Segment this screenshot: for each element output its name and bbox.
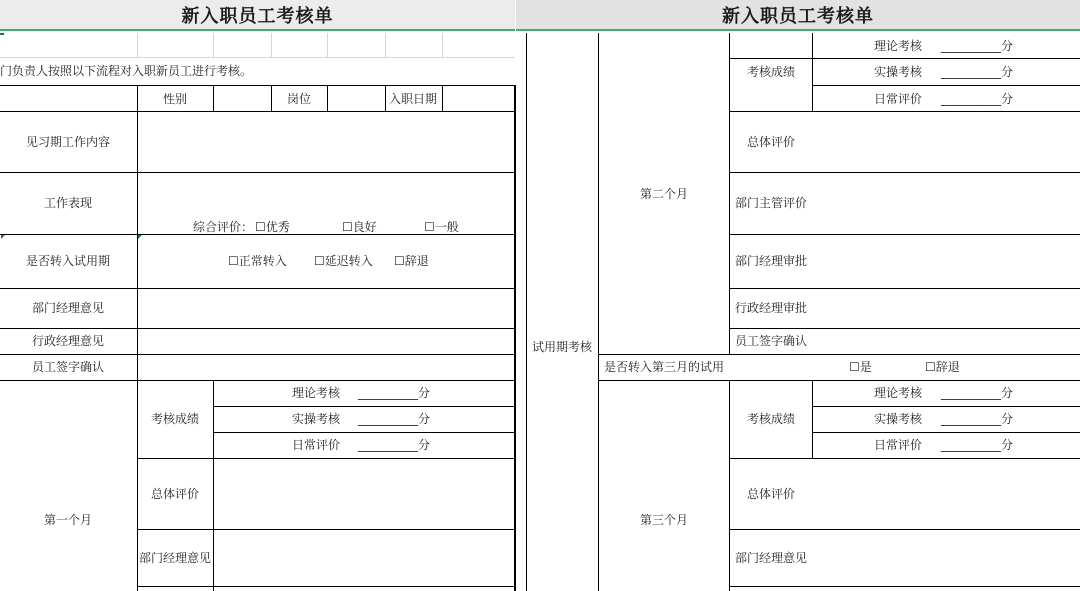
title-right-cell[interactable] [516, 0, 1080, 31]
table-border [598, 380, 1080, 381]
table-border [514, 85, 516, 591]
table-border [327, 85, 328, 111]
employee-signature-label-2: 员工签字确认 [734, 334, 808, 348]
third-month-question-label: 是否转入第三月的试用 [603, 360, 725, 374]
gridline [137, 33, 138, 57]
rating-average-checkbox[interactable]: ☐一般 [424, 220, 459, 234]
convert-delay-checkbox[interactable]: ☐延迟转入 [314, 254, 373, 268]
table-border [812, 380, 813, 458]
performance-label: 工作表现 [43, 196, 93, 210]
table-border [213, 380, 214, 591]
practical-label: 实操考核 [292, 412, 341, 426]
table-border [729, 380, 730, 591]
dept-manager-opinion-label-3: 部门经理意见 [734, 551, 808, 565]
theory-label-2: 理论考核 [874, 39, 923, 53]
form-title-right: 新入职员工考核单 [722, 5, 874, 27]
table-border [137, 111, 138, 591]
convert-normal-checkbox[interactable]: ☐正常转入 [228, 254, 287, 268]
table-border [0, 85, 516, 86]
gridline [271, 33, 272, 57]
rating-excellent-checkbox[interactable]: ☐优秀 [255, 220, 290, 234]
theory-score-blank-2[interactable]: __________分 [941, 39, 1014, 53]
third-month-yes-checkbox[interactable]: ☐是 [849, 360, 872, 374]
practical-label-2: 实操考核 [874, 65, 923, 79]
first-month-label: 第一个月 [43, 513, 93, 527]
table-border [812, 406, 1080, 407]
overall-eval-label-3: 总体评价 [746, 487, 796, 501]
work-content-label: 见习期工作内容 [25, 135, 111, 149]
theory-label: 理论考核 [292, 386, 341, 400]
gridline [385, 33, 386, 57]
table-border [0, 288, 516, 289]
table-border [213, 85, 214, 111]
form-title-left: 新入职员工考核单 [181, 5, 334, 27]
gender-label: 性别 [162, 92, 188, 106]
table-border [729, 328, 1080, 329]
practical-label-3: 实操考核 [874, 412, 923, 426]
third-month-label: 第三个月 [639, 513, 689, 527]
table-border [213, 406, 516, 407]
daily-label-3: 日常评价 [874, 438, 923, 452]
gridline [442, 33, 443, 57]
intro-text: 门负责人按照以下流程对入职新员工进行考核。 [0, 64, 253, 78]
admin-manager-opinion-label: 行政经理意见 [31, 334, 105, 348]
table-border [137, 85, 138, 111]
table-border [0, 172, 516, 173]
entry-date-label: 入职日期 [388, 92, 438, 106]
probation-assessment-label: 试用期考核 [531, 340, 593, 354]
table-border [526, 33, 527, 591]
table-border [137, 586, 516, 587]
table-border [598, 33, 599, 591]
practical-score-blank-3[interactable]: __________分 [941, 412, 1014, 426]
table-border [0, 380, 516, 381]
table-border [729, 33, 730, 354]
table-border [0, 111, 516, 112]
table-border [812, 85, 1080, 86]
convert-probation-label: 是否转入试用期 [25, 254, 111, 268]
assessment-score-label-3: 考核成绩 [746, 412, 796, 426]
table-border [729, 172, 1080, 173]
employee-signature-label: 员工签字确认 [31, 360, 105, 374]
table-border [729, 58, 1080, 59]
assessment-score-label-2: 考核成绩 [746, 65, 796, 79]
daily-label-2: 日常评价 [874, 92, 923, 106]
table-border [729, 529, 1080, 530]
table-border [729, 288, 1080, 289]
gridline [213, 33, 214, 57]
position-label: 岗位 [286, 92, 312, 106]
table-border [729, 111, 1080, 112]
dept-manager-approval-label: 部门经理审批 [734, 254, 808, 268]
table-border [213, 432, 516, 433]
daily-score-blank-2[interactable]: __________分 [941, 92, 1014, 106]
table-border [729, 586, 1080, 587]
second-month-label: 第二个月 [639, 187, 689, 201]
dept-manager-opinion-label: 部门经理意见 [31, 301, 105, 315]
table-border [729, 234, 1080, 235]
table-border [598, 354, 1080, 355]
daily-score-blank-3[interactable]: __________分 [941, 438, 1014, 452]
dept-manager-opinion-label-2: 部门经理意见 [138, 551, 212, 565]
theory-score-blank[interactable]: __________分 [358, 386, 431, 400]
gridline [327, 33, 328, 57]
convert-resign-checkbox[interactable]: ☐辞退 [394, 254, 429, 268]
daily-label: 日常评价 [292, 438, 341, 452]
table-border [271, 85, 272, 111]
overall-rating-label: 综合评价： [193, 220, 254, 234]
gridline [0, 57, 515, 58]
practical-score-blank-2[interactable]: __________分 [941, 65, 1014, 79]
title-left-cell[interactable] [0, 0, 515, 31]
table-border [385, 85, 386, 111]
practical-score-blank[interactable]: __________分 [358, 412, 431, 426]
table-border [812, 432, 1080, 433]
theory-label-3: 理论考核 [874, 386, 923, 400]
overall-eval-label-2: 总体评价 [746, 135, 796, 149]
cell-selection-mark [0, 33, 4, 35]
table-border [0, 328, 516, 329]
third-month-resign-checkbox[interactable]: ☐辞退 [925, 360, 960, 374]
table-border [0, 354, 516, 355]
admin-manager-approval-label: 行政经理审批 [734, 301, 808, 315]
theory-score-blank-3[interactable]: __________分 [941, 386, 1014, 400]
overall-eval-label: 总体评价 [150, 487, 200, 501]
table-border [812, 33, 813, 111]
rating-good-checkbox[interactable]: ☐良好 [342, 220, 377, 234]
dept-supervisor-eval-label: 部门主管评价 [734, 196, 808, 210]
table-border [137, 529, 516, 530]
assessment-score-label: 考核成绩 [150, 412, 200, 426]
cell-comment-marker [1, 235, 5, 239]
daily-score-blank[interactable]: __________分 [358, 438, 431, 452]
cell-comment-marker [138, 235, 142, 239]
table-border [729, 458, 1080, 459]
table-border [442, 85, 443, 111]
table-border [137, 458, 516, 459]
table-border [0, 234, 516, 235]
